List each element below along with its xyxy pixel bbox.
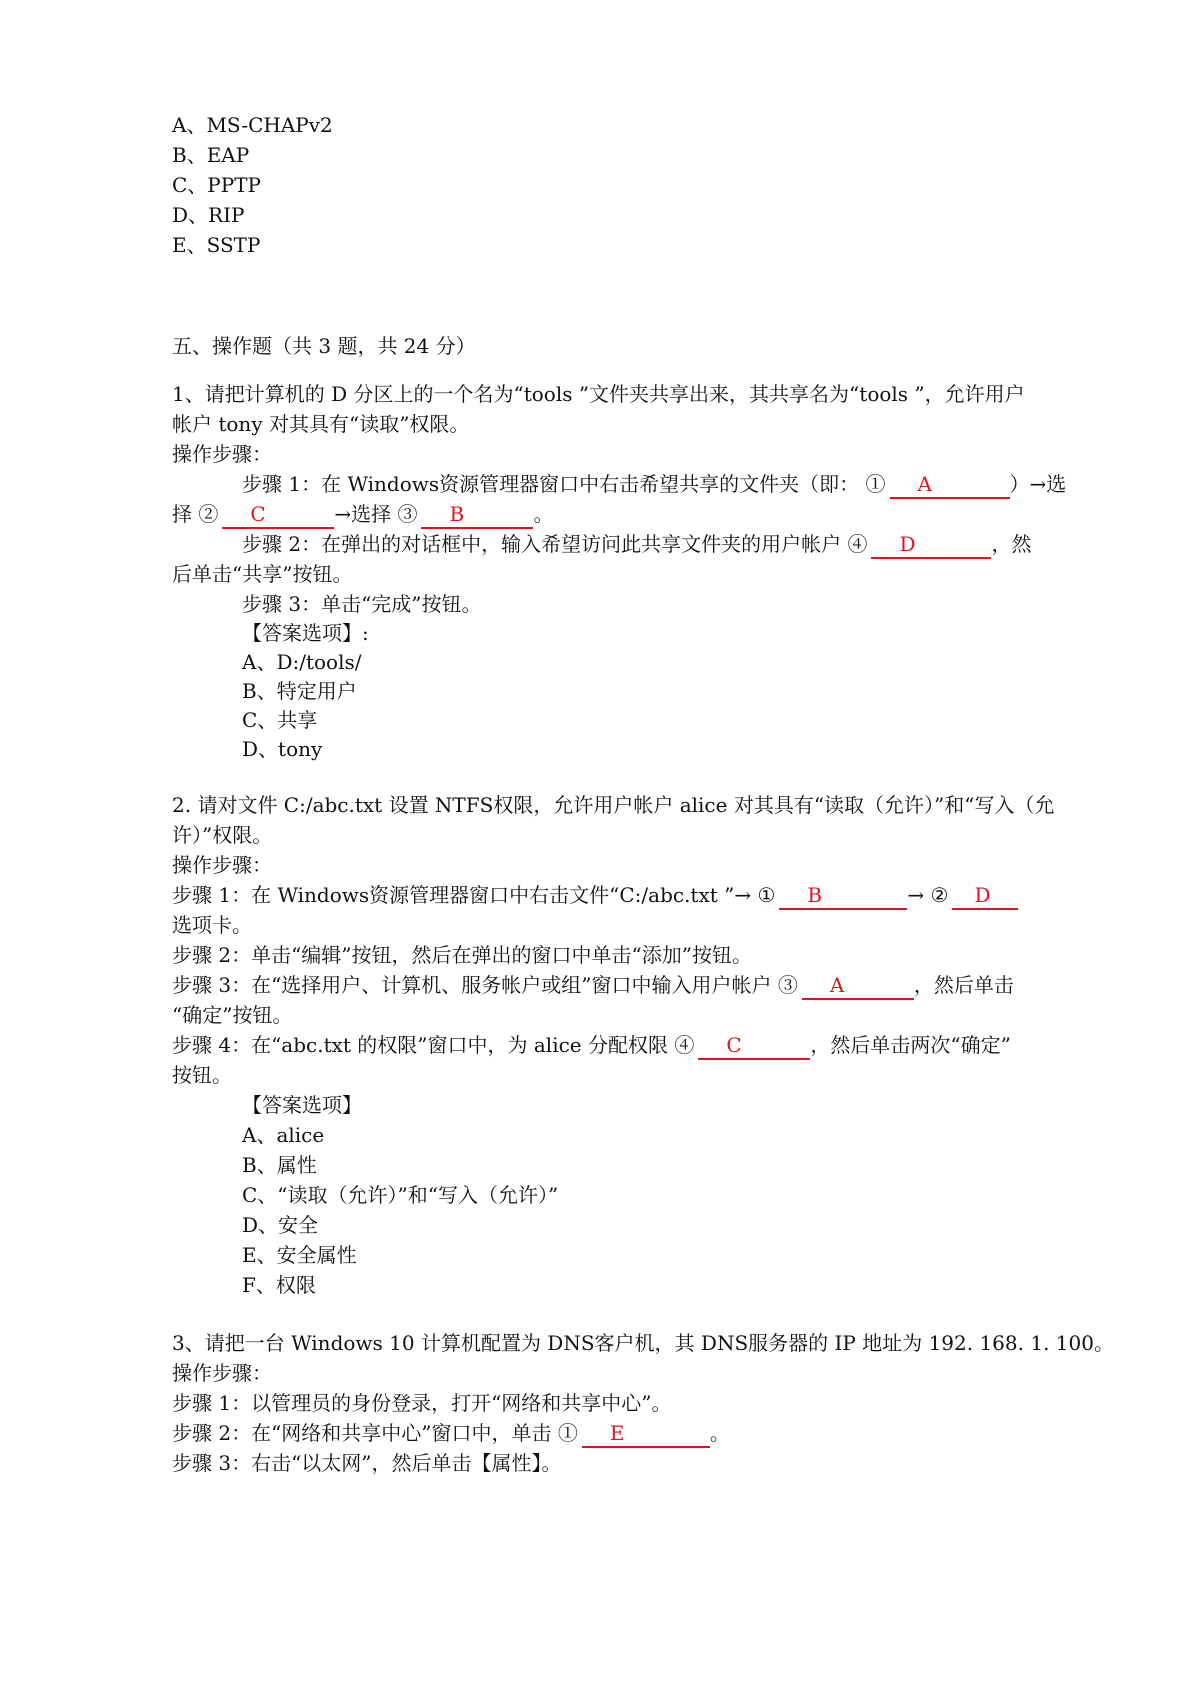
- q2-step3: [172, 970, 1014, 1000]
- q2-answer-blank-2: D: [952, 882, 1018, 910]
- q1-step1-line2-b: →选择 ③: [334, 502, 418, 526]
- q3-step3: 步骤 3：右击“以太网”，然后单击【属性】。: [172, 1451, 562, 1475]
- q3-steps-label: 操作步骤：: [172, 1361, 272, 1385]
- option-b: B、EAP: [172, 143, 250, 167]
- q2-step1-line2: 选项卡。: [172, 913, 252, 937]
- q2-answer-blank-4: C: [698, 1032, 810, 1060]
- q1-step2-text: 步骤 2：在弹出的对话框中，输入希望访问此共享文件夹的用户帐户 ④: [242, 532, 868, 556]
- q2-answer-option: F、权限: [242, 1273, 316, 1297]
- q3-step1: 步骤 1：以管理员的身份登录，打开“网络和共享中心”。: [172, 1391, 672, 1415]
- q2-answer-blank-3: A: [802, 972, 914, 1000]
- q1-step2: [242, 529, 1031, 559]
- q2-text-line1: 2. 请对文件 C:/abc.txt 设置 NTFS权限，允许用户帐户 alice 对其具有“读取（允许）”和“写入（允: [172, 793, 1055, 817]
- q2-step4-line2: 按钮。: [172, 1063, 232, 1087]
- q1-answer-blank-2: C: [222, 501, 334, 529]
- q2-step3-line2: “确定”按钮。: [172, 1003, 293, 1027]
- q2-step2: 步骤 2：单击“编辑”按钮，然后在弹出的窗口中单击“添加”按钮。: [172, 943, 752, 967]
- q2-step4-text: 步骤 4：在“abc.txt 的权限”窗口中，为 alice 分配权限 ④: [172, 1033, 695, 1057]
- q2-step1-mid: → ②: [907, 883, 949, 907]
- q2-step4-tail: ，然后单击两次“确定”: [810, 1033, 1011, 1057]
- section-title: 五、操作题（共 3 题，共 24 分）: [172, 334, 476, 358]
- q3-step2: [172, 1418, 730, 1448]
- q1-step1: [242, 469, 1066, 499]
- option-c: C、PPTP: [172, 173, 262, 197]
- q3-step2-text: 步骤 2：在“网络和共享中心”窗口中，单击 ①: [172, 1421, 578, 1445]
- q1-steps-label: 操作步骤：: [172, 442, 272, 466]
- q1-answer-blank-3: B: [421, 501, 533, 529]
- q1-answer-option: C、共享: [242, 708, 318, 732]
- q1-answer-option: A、D:/tools/: [242, 650, 362, 674]
- q1-step3: 步骤 3：单击“完成”按钮。: [242, 592, 482, 616]
- q1-step1-line2-c: 。: [533, 502, 554, 526]
- q1-answer-option: D、tony: [242, 737, 323, 761]
- q2-answer-blank-1: B: [779, 882, 907, 910]
- q1-answer-blank-1: A: [890, 471, 1010, 499]
- q2-answer-option: B、属性: [242, 1153, 317, 1177]
- q2-answer-option: D、安全: [242, 1213, 319, 1237]
- q1-step1-line2: [172, 499, 553, 529]
- q2-text-line2: 许）”权限。: [172, 823, 273, 847]
- option-d: D、RIP: [172, 203, 245, 227]
- q1-text-line1: 1、请把计算机的 D 分区上的一个名为“tools ”文件夹共享出来，其共享名为“tools ”，允许用户: [172, 382, 1025, 406]
- q1-step2-line2: 后单击“共享”按钮。: [172, 562, 353, 586]
- q2-step3-tail: ，然后单击: [913, 973, 1014, 997]
- q2-steps-label: 操作步骤：: [172, 853, 272, 877]
- q1-text-line2: 帐户 tony 对其具有“读取”权限。: [172, 412, 470, 436]
- q1-answer-blank-4: D: [871, 531, 991, 559]
- q2-step1: [172, 880, 1018, 910]
- q2-step3-text: 步骤 3：在“选择用户、计算机、服务帐户或组”窗口中输入用户帐户 ③: [172, 973, 798, 997]
- q3-step2-tail: 。: [709, 1421, 730, 1445]
- q3-text-line1: 3、请把一台 Windows 10 计算机配置为 DNS客户机，其 DNS服务器的 IP 地址为 192. 168. 1. 100。: [172, 1331, 1114, 1355]
- q3-answer-blank-1: E: [582, 1420, 710, 1448]
- q2-answers-label: 【答案选项】: [242, 1093, 362, 1117]
- option-a: A、MS-CHAPv2: [172, 113, 333, 137]
- q2-answer-option: A、alice: [242, 1123, 325, 1147]
- q1-step1-text: 步骤 1：在 Windows资源管理器窗口中右击希望共享的文件夹（即： ①: [242, 472, 886, 496]
- q2-step4: [172, 1030, 1011, 1060]
- q2-answer-option: E、安全属性: [242, 1243, 357, 1267]
- q1-answers-label: 【答案选项】:: [242, 621, 369, 645]
- q1-step2-tail: ，然: [991, 532, 1032, 556]
- q1-step1-line2-a: 择 ②: [172, 502, 219, 526]
- q2-answer-option: C、“读取（允许）”和“写入（允许）”: [242, 1183, 559, 1207]
- q1-step1-tail: ）→选: [1009, 472, 1067, 496]
- q2-step1-text: 步骤 1：在 Windows资源管理器窗口中右击文件“C:/abc.txt ”→ ①: [172, 883, 776, 907]
- q1-answer-option: B、特定用户: [242, 679, 357, 703]
- option-e: E、SSTP: [172, 233, 261, 257]
